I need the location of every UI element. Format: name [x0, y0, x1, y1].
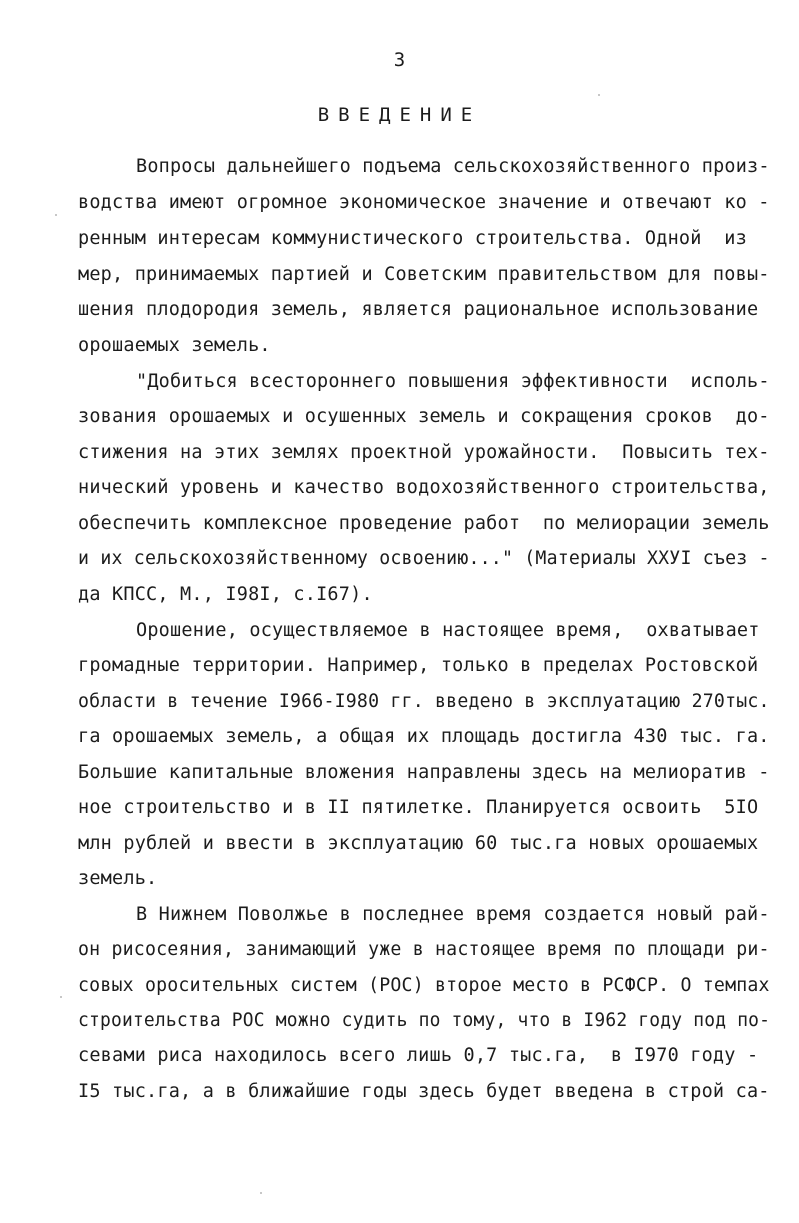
text-line: стижения на этих землях проектной урожайности. Повысить тех- [78, 442, 770, 463]
text-line: нический уровень и качество водохозяйственного строительства, [78, 477, 770, 498]
scan-speck [260, 1192, 262, 1194]
text-line: ное строительство и в II пятилетке. Планируется освоить 5IО [78, 797, 759, 818]
text-line: водства имеют огромное экономическое значение и отвечают ко - [78, 192, 770, 213]
text-line: строительства РОС можно судить по тому, что в I962 году под по- [78, 1010, 771, 1031]
text-line: обеспечить комплексное проведение работ по мелиорации земель [78, 513, 770, 534]
text-line: орошаемых земель. [78, 335, 271, 356]
text-line: и их сельскохозяйственному освоению..." (Материалы ХХУI съез - [78, 548, 770, 569]
text-line: Орошение, осуществляемое в настоящее время, охватывает [136, 620, 760, 641]
text-line: области в течение I966-I980 гг. введено в эксплуатацию 270тыс. [78, 691, 770, 712]
text-line: совых оросительных систем (РОС) второе место в РСФСР. О темпах [78, 975, 770, 996]
text-line: Большие капитальные вложения направлены здесь на мелиоратив - [78, 762, 770, 783]
text-line: В Нижнем Поволжье в последнее время создается новый рай- [136, 904, 770, 925]
scan-speck [60, 996, 62, 998]
scan-speck [598, 94, 600, 96]
section-heading: ВВЕДЕНИЕ [317, 104, 482, 126]
text-line: земель. [78, 868, 158, 889]
text-line: шения плодородия земель, является рациональное использование [78, 299, 759, 320]
text-line: I5 тыс.га, а в ближайшие годы здесь будет введена в строй са- [78, 1081, 770, 1102]
text-line: млн рублей и ввести в эксплуатацию 60 тыс.га новых орошаемых [78, 833, 759, 854]
text-line: га орошаемых земель, а общая их площадь достигла 430 тыс. га. [78, 726, 770, 747]
text-line: севами риса находилось всего лишь 0,7 тыс.га, в I970 году - [78, 1045, 759, 1066]
text-line: мер, принимаемых партией и Советским правительством для повы- [78, 264, 770, 285]
text-line: Вопросы дальнейшего подъема сельскохозяйственного произ- [136, 156, 770, 177]
scan-speck [55, 214, 57, 216]
page-number: 3 [393, 49, 406, 71]
text-line: ренным интересам коммунистического строительства. Одной из [78, 228, 747, 249]
text-line: громадные территории. Например, только в пределах Ростовской [78, 655, 759, 676]
text-line: зования орошаемых и осушенных земель и сокращения сроков до- [78, 406, 770, 427]
text-line: "Добиться всестороннего повышения эффективности исполь- [136, 371, 770, 392]
text-line: он рисосеяния, занимающий уже в настоящее время по площади ри- [78, 939, 770, 960]
text-line: да КПСС, М., I98I, с.I67). [78, 584, 373, 605]
